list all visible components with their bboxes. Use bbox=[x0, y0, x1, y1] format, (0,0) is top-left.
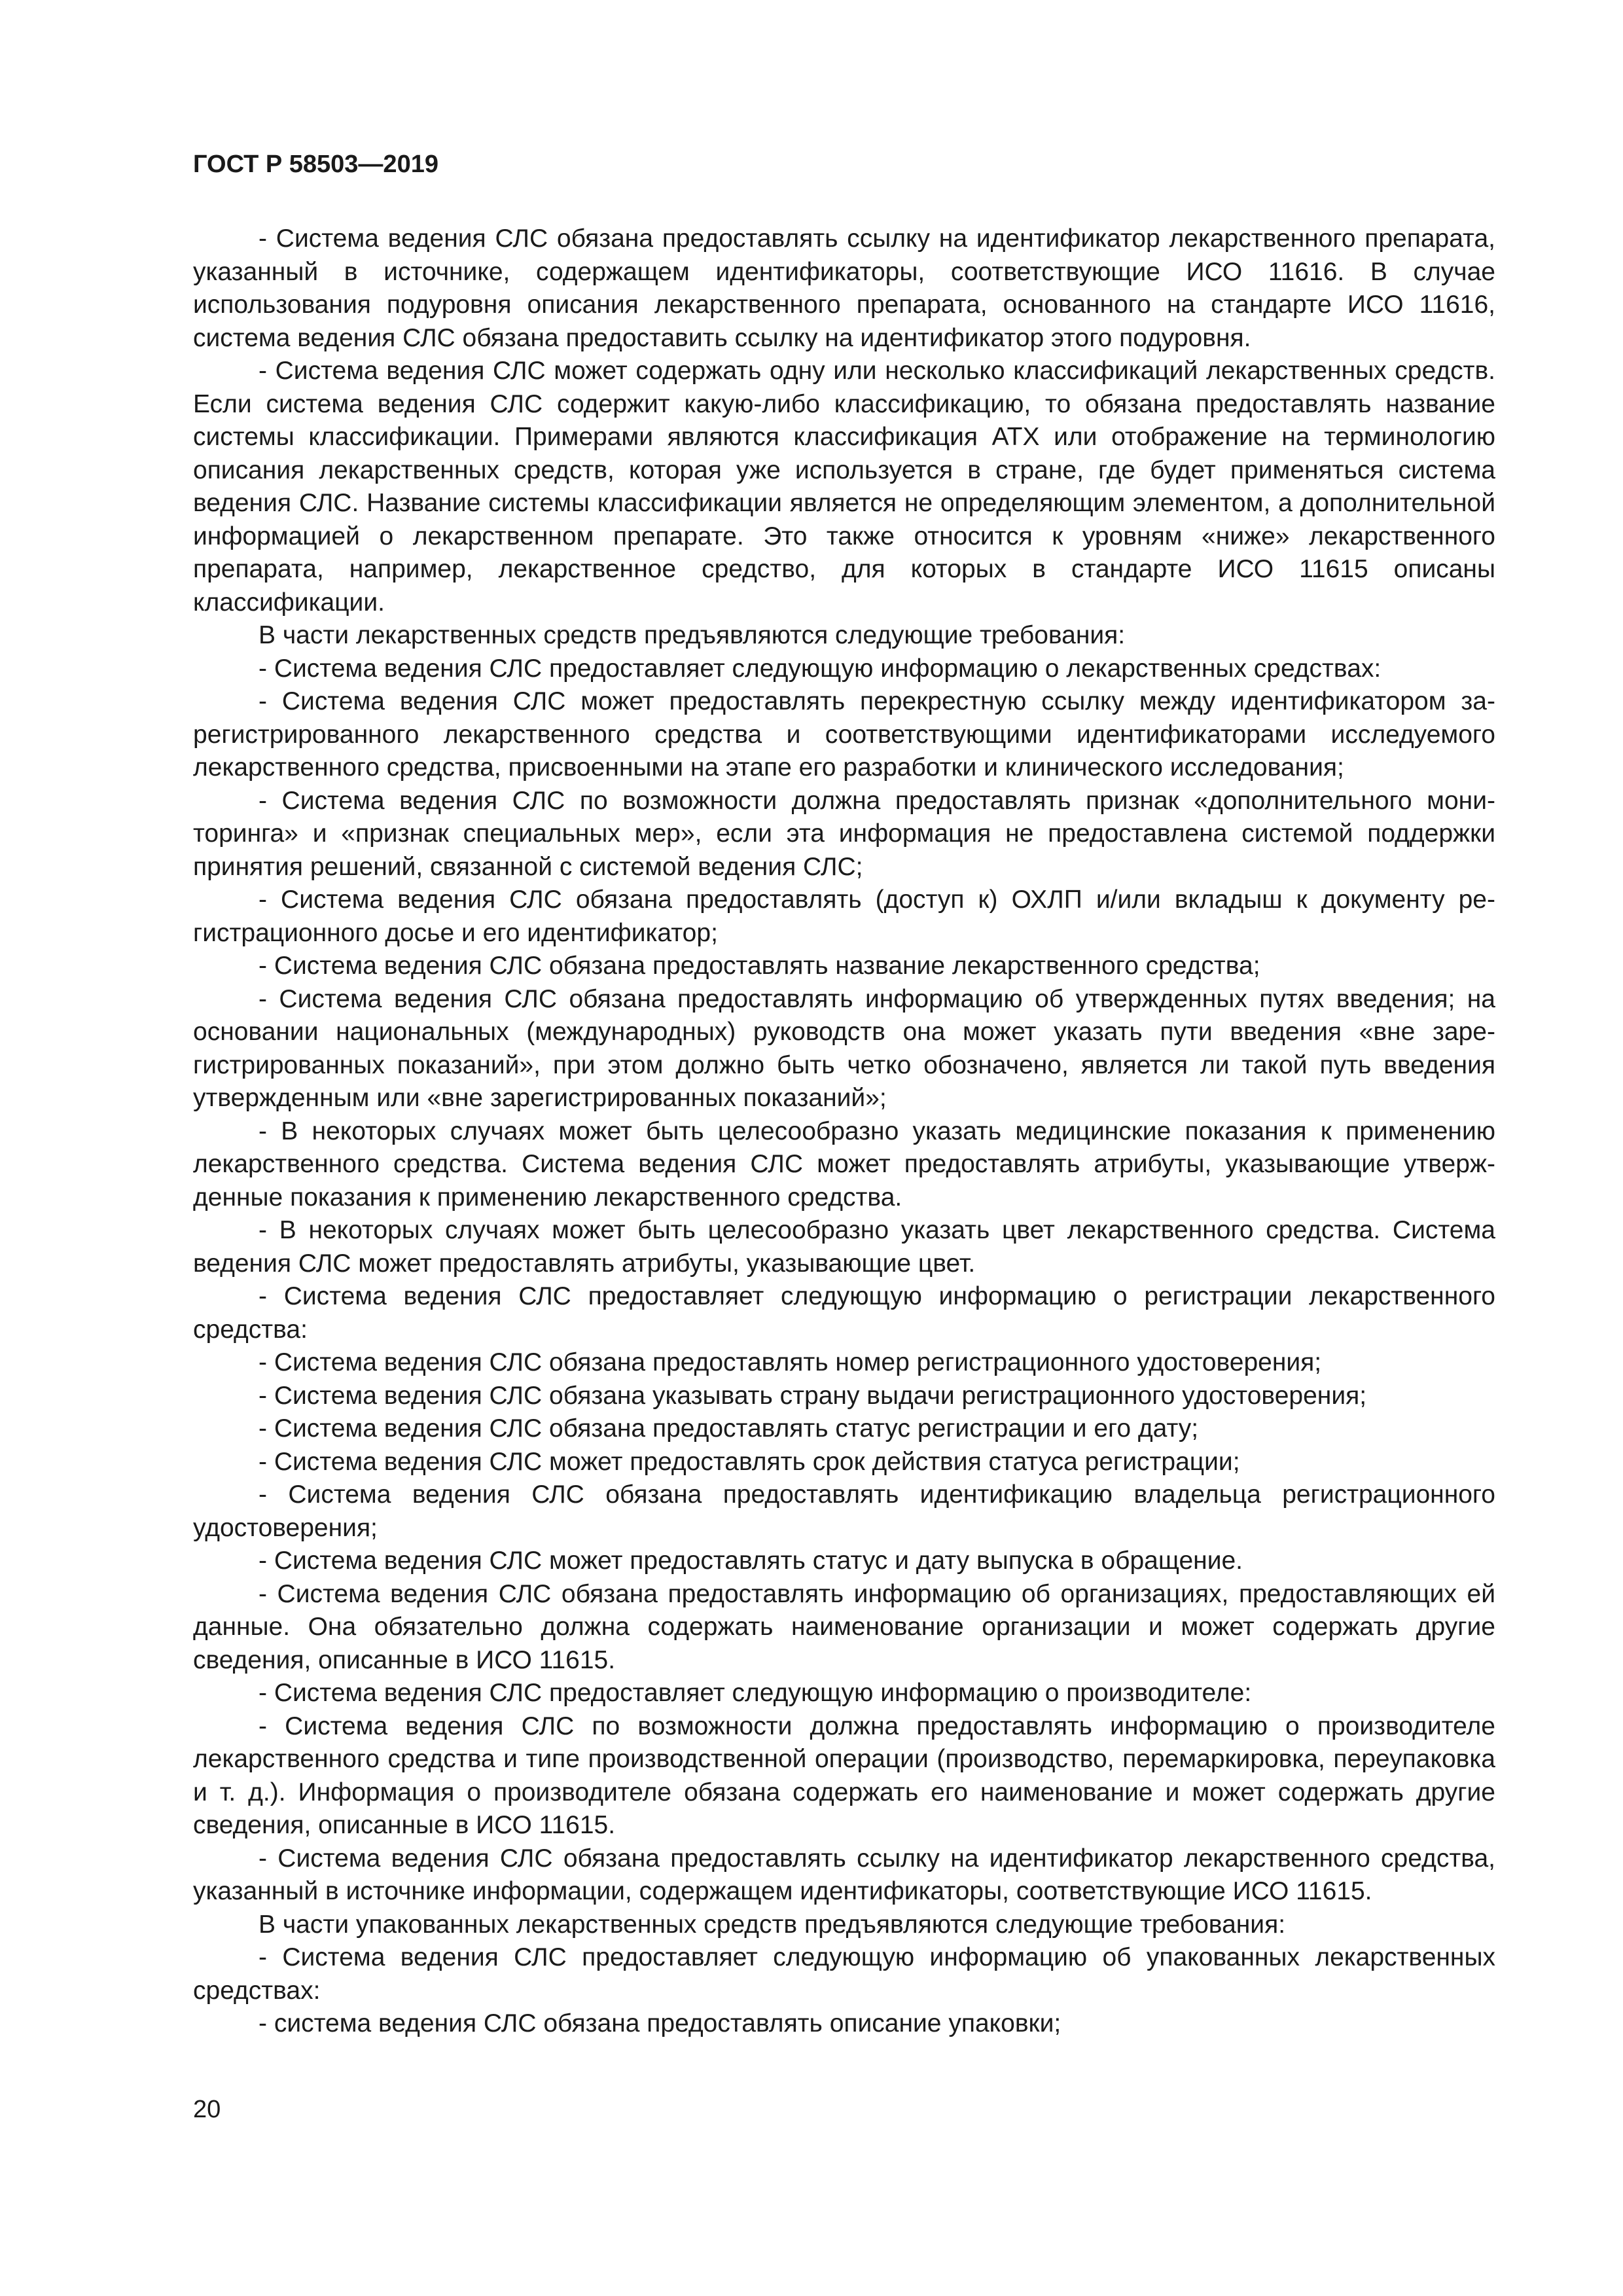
document-body bbox=[193, 223, 1495, 2041]
paragraph: - система ведения СЛС обязана предоставлять описание упаковки; bbox=[259, 2009, 1061, 2037]
paragraph: - Система ведения СЛС обязана предоставлять идентификацию владельца регистрационного удостоверения; bbox=[193, 1480, 1495, 1542]
paragraph: - Система ведения СЛС предоставляет следующую информацию об упакованных лекарственных средствах: bbox=[193, 1943, 1495, 2005]
paragraph: В части упакованных лекарственных средств предъявляются следующие требования: bbox=[259, 1910, 1286, 1939]
paragraph: - Система ведения СЛС обязана указывать страну выдачи регистрационного удостоверения; bbox=[259, 1381, 1367, 1410]
paragraph: - Система ведения СЛС может предоставлять статус и дату выпуска в обращение. bbox=[259, 1547, 1243, 1575]
page-number: 20 bbox=[193, 2096, 221, 2123]
paragraph: - Система ведения СЛС обязана предоставлять номер регистрационного удостоверения; bbox=[259, 1348, 1322, 1376]
paragraph: - Система ведения СЛС предоставляет следующую информацию о лекарственных средствах: bbox=[259, 654, 1382, 683]
paragraph: - Система ведения СЛС обязана предоставлять статус регистрации и его дату; bbox=[259, 1414, 1199, 1443]
paragraph: - В некоторых случаях может быть целесообразно указать медицинские показания к применению лекарственного средства. Система ведения СЛС может предоставлять атрибуты, указывающие утвержденные показания к применению лекарственного средства. bbox=[193, 1117, 1495, 1211]
paragraph: - Система ведения СЛС обязана предоставлять информацию об утвержденных путях введения; на основании национальных (международных) руководств она может указать пути введения «вне зарегистрированных показаний», при этом должно быть четко обозначено, является ли такой путь введения утвержденным или «вне зарегистрированных показаний»; bbox=[193, 984, 1495, 1112]
paragraph: - В некоторых случаях может быть целесообразно указать цвет лекарственного средства. Система ведения СЛС может предоставлять атрибуты, указывающие цвет. bbox=[193, 1216, 1495, 1278]
paragraph: В части лекарственных средств предъявляются следующие требования: bbox=[259, 621, 1126, 649]
paragraph: - Система ведения СЛС может предоставлять перекрестную ссылку между идентификатором зарегистрированного лекарственного средства и соответствующими идентификаторами исследуемого лекарственного средства, присвоенными на этапе его разработки и клинического исследования; bbox=[193, 687, 1495, 781]
paragraph: - Система ведения СЛС по возможности должна предоставлять признак «дополнительного мониторинга» и «признак специальных мер», если эта информация не предоставлена системой поддержки принятия решений, связанной с системой ведения СЛС; bbox=[193, 786, 1495, 881]
paragraph: - Система ведения СЛС предоставляет следующую информацию о регистрации лекарственного средства: bbox=[193, 1282, 1495, 1344]
document-header: ГОСТ Р 58503—2019 bbox=[193, 151, 438, 178]
paragraph: - Система ведения СЛС обязана предоставлять ссылку на идентификатор лекарственного средства, указанный в источнике информации, содержащем идентификаторы, соответствующие ИСО 11615. bbox=[193, 1844, 1495, 1905]
paragraph: - Система ведения СЛС обязана предоставлять информацию об организациях, предоставляющих ей данные. Она обязательно должна содержать наименование организации и может содержать другие сведения, описанные в ИСО 11615. bbox=[193, 1579, 1495, 1674]
paragraph: - Система ведения СЛС по возможности должна предоставлять информацию о производителе лекарственного средства и типе производственной операции (производство, перемаркировка, переупаковка и т. д.). Информация о производителе обязана содержать его наименование и может содержать другие сведения, описанные в ИСО 11615. bbox=[193, 1712, 1495, 1839]
paragraph: - Система ведения СЛС обязана предоставлять ссылку на идентификатор лекарственного препарата, указанный в источнике, содержащем идентификаторы, соответствующие ИСО 11616. В случае использования подуровня описания лекарственного препарата, основанного на стандарте ИСО 11616, система ведения СЛС обязана предоставить ссылку на идентификатор этого подуровня. bbox=[193, 224, 1495, 352]
paragraph: - Система ведения СЛС может предоставлять срок действия статуса регистрации; bbox=[259, 1447, 1240, 1476]
paragraph: - Система ведения СЛС может содержать одну или несколько классификаций лекарственных средств. Если система ведения СЛС содержит какую-либо классификацию, то обязана предоставлять название системы классификации. Примерами являются классификация АТХ или отображение на терминологию описания лекарственных средств, которая уже используется в стране, где будет применяться система ведения СЛС. Название системы классификации является не определяющим элементом, а дополнительной информацией о лекарственном препарате. Это также относится к уровням «ниже» лекарственного препарата, например, лекарственное средство, для которых в стандарте ИСО 11615 описаны классификации. bbox=[193, 357, 1495, 617]
paragraph: - Система ведения СЛС обязана предоставлять (доступ к) ОХЛП и/или вкладыш к документу регистрационного досье и его идентификатор; bbox=[193, 886, 1495, 947]
paragraph: - Система ведения СЛС обязана предоставлять название лекарственного средства; bbox=[259, 952, 1260, 980]
paragraph: - Система ведения СЛС предоставляет следующую информацию о производителе: bbox=[259, 1679, 1252, 1707]
